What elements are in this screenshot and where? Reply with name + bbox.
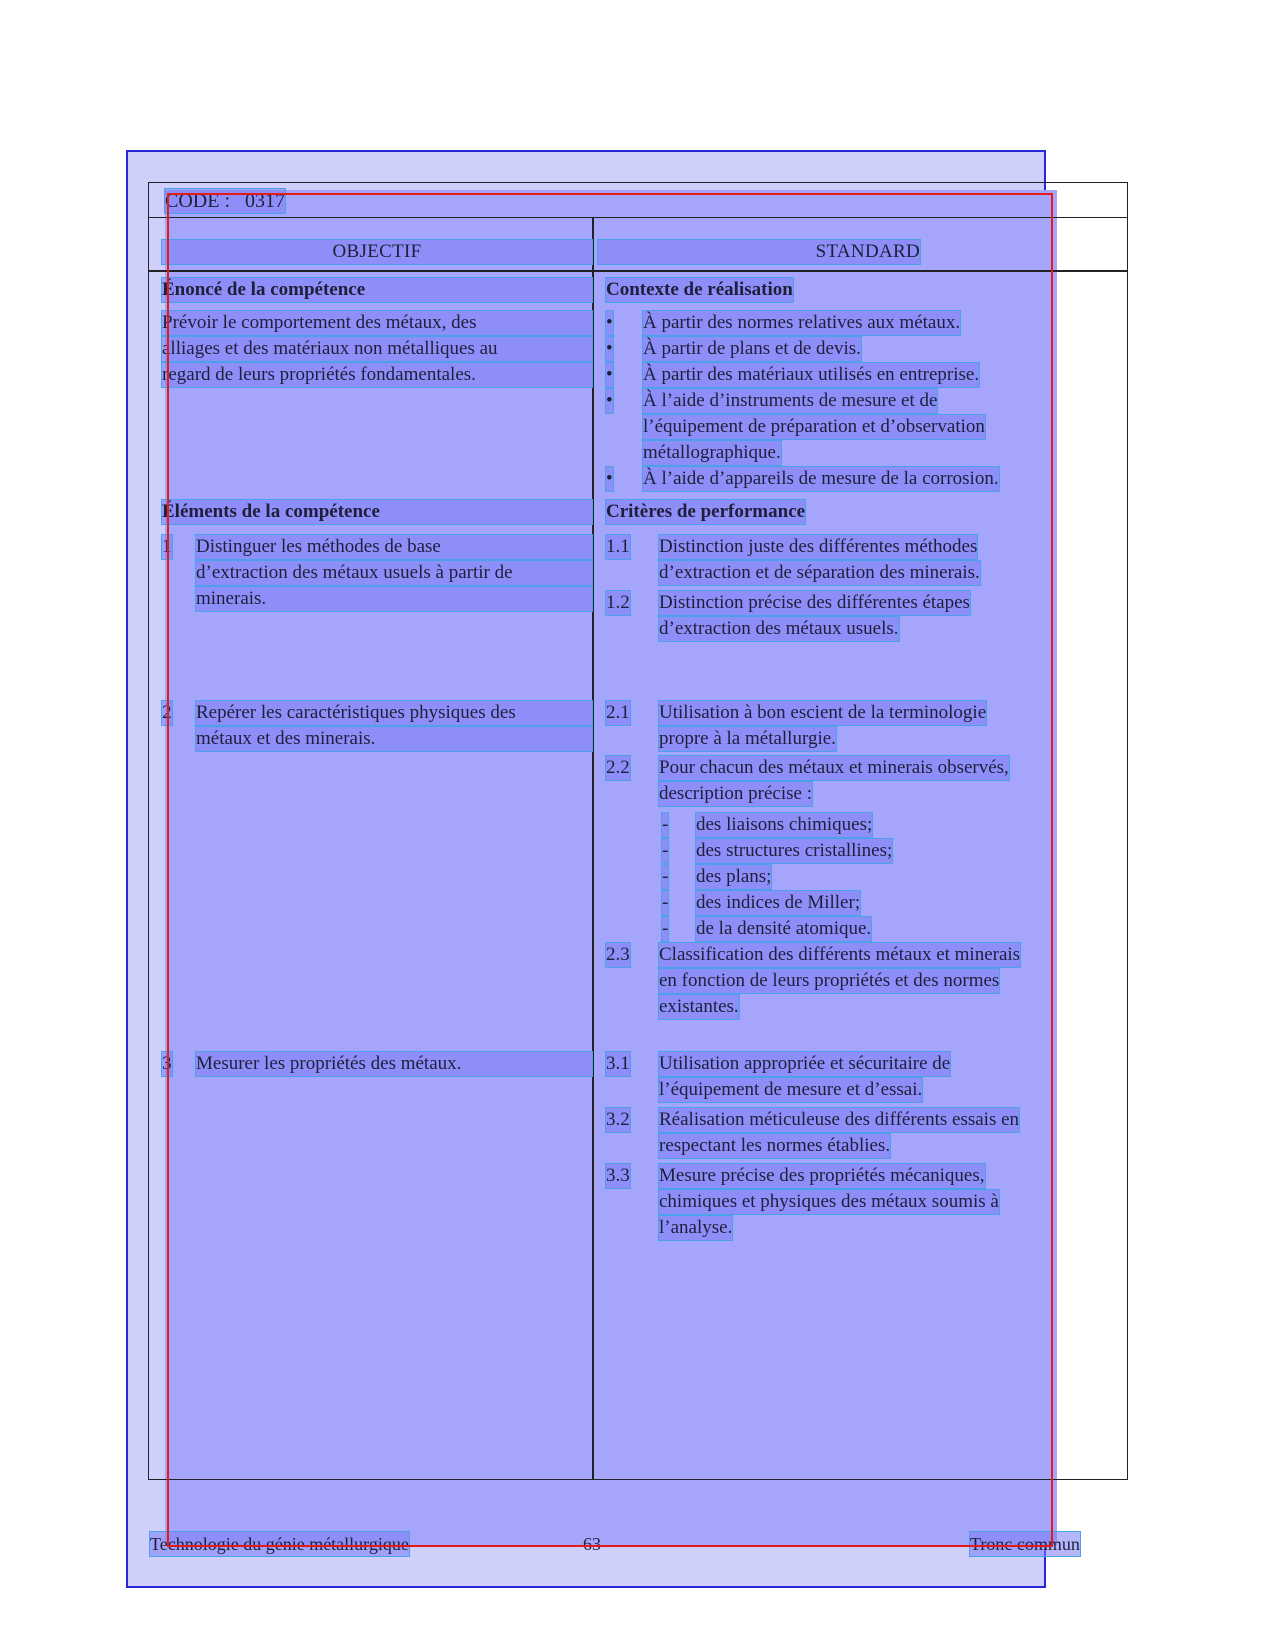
- criterion-line: Distinction précise des différentes étapes: [659, 592, 970, 613]
- code-value: 0317: [245, 190, 285, 212]
- contexte-line: À partir de plans et de devis.: [643, 338, 861, 359]
- bullet: •: [606, 338, 613, 359]
- sub-item: des plans;: [696, 866, 772, 887]
- sub-item: de la densité atomique.: [696, 918, 872, 939]
- element-number: 3: [162, 1053, 172, 1074]
- element-line: Mesurer les propriétés des métaux.: [196, 1052, 592, 1076]
- contexte-line: métallographique.: [643, 442, 781, 463]
- sub-dash: -: [662, 918, 669, 939]
- footer-right: Tronc commun: [970, 1534, 1080, 1554]
- element-line: Distinguer les méthodes de base: [196, 535, 592, 559]
- bullet: •: [606, 312, 613, 333]
- bullet: •: [606, 390, 613, 411]
- header-rule-top: [148, 217, 1128, 218]
- sub-dash: -: [662, 866, 669, 887]
- enonce-line: regard de leurs propriétés fondamentales.: [162, 363, 592, 387]
- criterion-number: 2.3: [606, 944, 630, 965]
- contexte-line: l’équipement de préparation et d’observation: [643, 416, 985, 437]
- enonce-title: Énoncé de la compétence: [162, 278, 592, 302]
- criterion-number: 3.2: [606, 1109, 630, 1130]
- header-rule-bottom: [148, 270, 1128, 272]
- criterion-number: 1.2: [606, 592, 630, 613]
- element-number: 1: [162, 536, 172, 557]
- criterion-number: 2.2: [606, 757, 630, 778]
- contexte-line: À partir des normes relatives aux métaux.: [643, 312, 961, 333]
- element-line: métaux et des minerais.: [196, 727, 592, 751]
- criterion-line: Classification des différents métaux et minerais: [659, 944, 1021, 965]
- sub-item: des liaisons chimiques;: [696, 814, 873, 835]
- contexte-line: À partir des matériaux utilisés en entreprise.: [643, 364, 980, 385]
- criterion-line: Mesure précise des propriétés mécaniques,: [659, 1165, 985, 1186]
- criterion-line: en fonction de leurs propriétés et des normes: [659, 970, 1000, 991]
- sub-dash: -: [662, 892, 669, 913]
- page-number: 63: [583, 1534, 601, 1554]
- sub-item: des indices de Miller;: [696, 892, 861, 913]
- criterion-line: Utilisation appropriée et sécuritaire de: [659, 1053, 951, 1074]
- sub-dash: -: [662, 814, 669, 835]
- criterion-number: 3.3: [606, 1165, 630, 1186]
- criterion-line: existantes.: [659, 996, 739, 1017]
- criterion-line: d’extraction et de séparation des minerais.: [659, 562, 980, 583]
- criteres-title: Critères de performance: [606, 501, 806, 522]
- bullet: •: [606, 364, 613, 385]
- column-header-objectif: OBJECTIF: [162, 240, 592, 264]
- footer-title: Technologie du génie métallurgique: [150, 1534, 409, 1554]
- enonce-line: alliages et des matériaux non métalliques au: [162, 337, 592, 361]
- criterion-line: d’extraction des métaux usuels.: [659, 618, 899, 639]
- criterion-line: propre à la métallurgie.: [659, 728, 836, 749]
- criterion-number: 1.1: [606, 536, 630, 557]
- column-divider: [592, 218, 594, 1480]
- criterion-line: Pour chacun des métaux et minerais observés,: [659, 757, 1009, 778]
- contexte-line: À l’aide d’instruments de mesure et de: [643, 390, 938, 411]
- element-line: minerais.: [196, 587, 592, 611]
- column-header-standard: STANDARD: [598, 240, 920, 264]
- contexte-title: Contexte de réalisation: [606, 279, 793, 300]
- criterion-line: l’analyse.: [659, 1217, 733, 1238]
- sub-item: des structures cristallines;: [696, 840, 893, 861]
- criterion-line: description précise :: [659, 783, 813, 804]
- criterion-line: respectant les normes établies.: [659, 1135, 891, 1156]
- code-label: CODE : 0317: [165, 190, 285, 212]
- criterion-line: Distinction juste des différentes méthodes: [659, 536, 978, 557]
- element-line: d’extraction des métaux usuels à partir de: [196, 561, 592, 585]
- sub-dash: -: [662, 840, 669, 861]
- bullet: •: [606, 468, 613, 489]
- criterion-number: 2.1: [606, 702, 630, 723]
- element-number: 2: [162, 702, 172, 723]
- elements-title: Éléments de la compétence: [162, 500, 592, 524]
- criterion-line: l’équipement de mesure et d’essai.: [659, 1079, 923, 1100]
- criterion-number: 3.1: [606, 1053, 630, 1074]
- enonce-line: Prévoir le comportement des métaux, des: [162, 311, 592, 335]
- element-line: Repérer les caractéristiques physiques des: [196, 701, 592, 725]
- contexte-line: À l’aide d’appareils de mesure de la corrosion.: [643, 468, 999, 489]
- criterion-line: chimiques et physiques des métaux soumis à: [659, 1191, 999, 1212]
- criterion-line: Utilisation à bon escient de la terminologie: [659, 702, 987, 723]
- criterion-line: Réalisation méticuleuse des différents essais en: [659, 1109, 1020, 1130]
